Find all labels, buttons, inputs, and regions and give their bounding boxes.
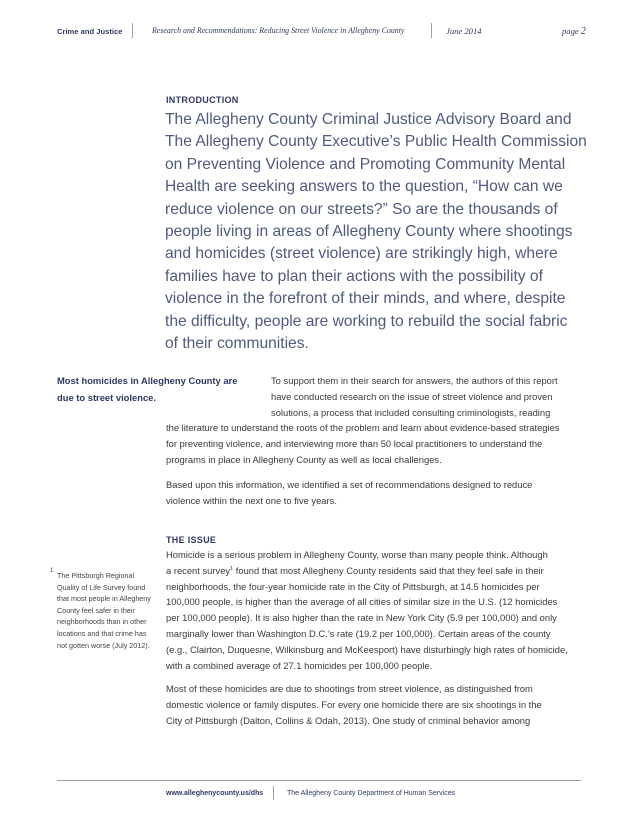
header-date: June 2014 xyxy=(446,26,482,36)
header-section: Crime and Justice xyxy=(57,27,123,36)
body-line: Most of these homicides are due to shootings from street violence, as distinguished from xyxy=(166,683,533,694)
body-line: for preventing violence, and interviewing more than 50 local practitioners to understand the xyxy=(166,437,543,449)
intro-line: The Allegheny County Executive’s Public Health Commission xyxy=(165,133,587,151)
issue-paragraph-1 xyxy=(166,547,568,673)
page-number xyxy=(562,26,586,37)
intro-line: violence in the forefront of their minds, and where, despite xyxy=(165,290,566,308)
pull-quote-line: due to street violence. xyxy=(57,391,156,403)
body-line: Based upon this information, we identified a set of recommendations designed to reduce xyxy=(166,479,533,490)
header-report-title: Research and Recommendations: Reducing Street Violence in Allegheny County xyxy=(152,26,405,35)
issue-paragraph-2 xyxy=(166,681,542,728)
pull-quote-line: Most homicides in Allegheny County are xyxy=(57,375,238,386)
intro-line: Health are seeking answers to the question, “How can we xyxy=(165,178,563,196)
body-line: neighborhoods, the four-year homicide rate in the City of Pittsburgh, at 14.5 homicides per xyxy=(166,580,540,592)
body-line: marginally lower than Washington D.C.’s rate (19.2 per 100,000). Certain areas of the county xyxy=(166,627,551,639)
issue-heading: THE ISSUE xyxy=(166,535,217,545)
intro-line: families have to plan their actions with the possibility of xyxy=(165,267,543,285)
footer-url[interactable]: www.alleghenycounty.us/dhs xyxy=(166,790,264,797)
body-line: (e.g., Clairton, Duquesne, Wilkinsburg and McKeesport) have disturbingly high rates of homicide, xyxy=(166,643,568,655)
intro-line: people living in areas of Allegheny County where shootings xyxy=(165,223,573,241)
footer-divider xyxy=(273,786,274,800)
footer-rule xyxy=(57,780,581,781)
footnote-line: neighborhoods than in other xyxy=(57,617,147,627)
support-paragraph-start xyxy=(271,373,558,420)
header-divider xyxy=(132,23,133,38)
body-line: violence within the next one to five years. xyxy=(166,494,337,506)
page-number-value: 2 xyxy=(580,26,586,37)
intro-line: of their communities. xyxy=(165,335,309,353)
page-label: page xyxy=(562,26,579,36)
intro-line: reduce violence on our streets?” So are the thousands of xyxy=(165,200,558,218)
footnote-line: The Pittsburgh Regional xyxy=(57,571,135,580)
introduction-heading: INTRODUCTION xyxy=(166,95,239,105)
body-line: Homicide is a serious problem in Allegheny County, worse than many people think. Although xyxy=(166,549,548,560)
body-line: domestic violence or family disputes. For every one homicide there are six shootings in the xyxy=(166,698,542,710)
body-line: City of Pittsburgh (Dalton, Collins & Odah, 2013). One study of criminal behavior among xyxy=(166,714,531,726)
body-line: programs in place in Allegheny County as well as local challenges. xyxy=(166,453,442,465)
support-paragraph-rest xyxy=(166,420,559,467)
intro-line: the difficulty, people are working to rebuild the social fabric xyxy=(165,312,568,330)
intro-line: on Preventing Violence and Promoting Community Mental xyxy=(165,155,566,173)
footnote-line: that most people in Allegheny xyxy=(57,594,151,604)
footnote-ref: 1 xyxy=(230,565,234,572)
intro-line: and homicides (street violence) are strikingly high, where xyxy=(165,245,558,263)
footnote-line: Quality of Life Survey found xyxy=(57,582,146,592)
footnote-line: not gotten worse (July 2012). xyxy=(57,640,150,650)
body-line: To support them in their search for answers, the authors of this report xyxy=(271,375,558,386)
body-line: 100,000 people, is higher than the average of all cities of similar size in the U.S. (12 homicides xyxy=(166,596,558,608)
body-line: solutions, a process that included consulting criminologists, reading xyxy=(271,406,551,418)
pull-quote xyxy=(57,373,237,406)
header-divider xyxy=(431,23,432,38)
body-text: found that most Allegheny County residents said that they feel safe in their xyxy=(233,564,544,576)
based-paragraph xyxy=(166,477,532,509)
footnote-number: 1 xyxy=(50,568,54,574)
body-line xyxy=(166,563,568,579)
body-line: per 100,000 people). It is also higher than the rate in New York City (5.9 per 100,000) and only xyxy=(166,612,557,624)
body-line: have conducted research on the issue of street violence and proven xyxy=(271,390,553,402)
footnote-line: locations and that crime has xyxy=(57,628,147,638)
intro-line: The Allegheny County Criminal Justice Advisory Board and xyxy=(165,111,572,128)
body-line: with a combined average of 27.1 homicides per 100,000 people. xyxy=(166,659,433,671)
footer-department: The Allegheny County Department of Human Services xyxy=(287,790,456,797)
introduction-text xyxy=(165,109,587,355)
body-line: the literature to understand the roots of the problem and learn about evidence-based strategies xyxy=(166,422,560,433)
footnote xyxy=(57,570,151,651)
body-text: a recent survey xyxy=(166,564,231,576)
footnote-line: County feel safer in their xyxy=(57,605,135,615)
